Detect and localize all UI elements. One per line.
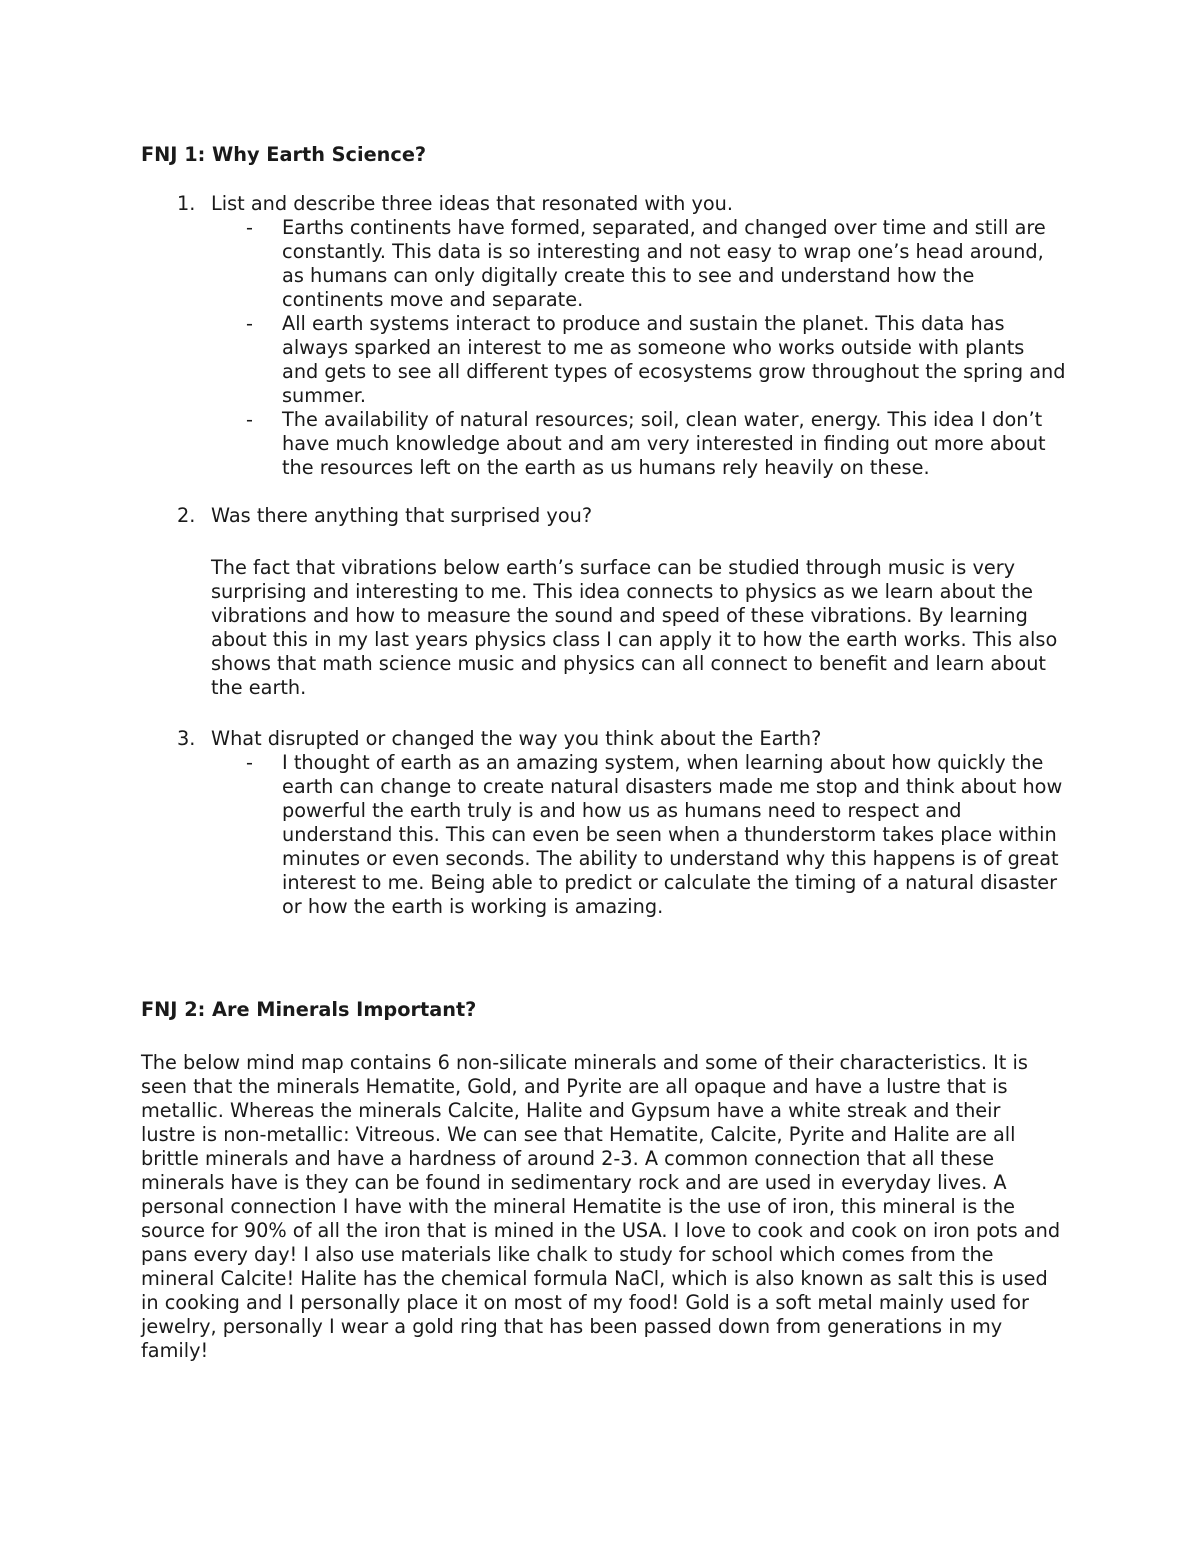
question-2-answer: The fact that vibrations below earth’s surface can be studied through music is very surprising and interesting to me. This idea connects to physics as we learn about the vibrations and how to measure the sound and speed of these vibrations. By learning about this in my last years physics class I can apply it to how the earth works. This also shows that math science music and physics can all connect to benefit and learn about the earth. — [211, 556, 1058, 699]
bullet-text: The availability of natural resources; soil, clean water, energy. This idea I don’t have much knowledge about and am very interested in finding out more about the resources left on the earth as us humans rely heavily on these. — [282, 408, 1046, 479]
fnj2-heading: FNJ 2: Are Minerals Important? — [141, 998, 477, 1021]
list-item — [246, 312, 1066, 408]
question-3-text: What disrupted or changed the way you think about the Earth? — [211, 727, 822, 750]
question-1-text: List and describe three ideas that resonated with you. — [211, 192, 733, 215]
question-1-number: 1. — [177, 192, 196, 215]
fnj1-heading: FNJ 1: Why Earth Science? — [141, 143, 427, 166]
question-3-bullets — [246, 751, 1066, 919]
question-1-bullets — [246, 216, 1066, 480]
list-item — [246, 216, 1066, 312]
list-item — [246, 408, 1066, 480]
bullet-dash: - — [246, 751, 253, 774]
bullet-text: I thought of earth as an amazing system, when learning about how quickly the earth can change to create natural disasters made me stop and think about how powerful the earth truly is and how us as humans need to respect and understand this. This can even be seen when a thunderstorm takes place within minutes or even seconds. The ability to understand why this happens is of great interest to me. Being able to predict or calculate the timing of a natural disaster or how the earth is working is amazing. — [282, 751, 1063, 918]
question-2-text: Was there anything that surprised you? — [211, 504, 593, 527]
bullet-text: Earths continents have formed, separated, and changed over time and still are constantly. This data is so interesting and not easy to wrap one’s head around, as humans can only digitally create this to see and understand how the continents move and separate. — [282, 216, 1046, 311]
fnj2-paragraph: The below mind map contains 6 non-silicate minerals and some of their characteristics. It is seen that the minerals Hematite, Gold, and Pyrite are all opaque and have a lustre that is metallic. Whereas the minerals Calcite, Halite and Gypsum have a white streak and their lustre is non-metallic: Vitreous. We can see that Hematite, Calcite, Pyrite and Halite are all brittle minerals and have a hardness of around 2-3. A common connection that all these minerals have is they can be found in sedimentary rock and are used in everyday lives. A personal connection I have with the mineral Hematite is the use of iron, this mineral is the source for 90% of all the iron that is mined in the USA. I love to cook and cook on iron pots and pans every day! I also use materials like chalk to study for school which comes from the mineral Calcite! Halite has the chemical formula NaCl, which is also known as salt this is used in cooking and I personally place it on most of my food! Gold is a soft metal mainly used for jewelry, personally I wear a gold ring that has been passed down from generations in my family! — [141, 1051, 1061, 1362]
bullet-text: All earth systems interact to produce and sustain the planet. This data has always sparked an interest to me as someone who works outside with plants and gets to see all different types of ecosystems grow throughout the spring and summer. — [282, 312, 1066, 407]
bullet-dash: - — [246, 408, 253, 431]
question-2-number: 2. — [177, 504, 196, 527]
bullet-dash: - — [246, 312, 253, 335]
question-3-number: 3. — [177, 727, 196, 750]
bullet-dash: - — [246, 216, 253, 239]
list-item — [246, 751, 1066, 919]
